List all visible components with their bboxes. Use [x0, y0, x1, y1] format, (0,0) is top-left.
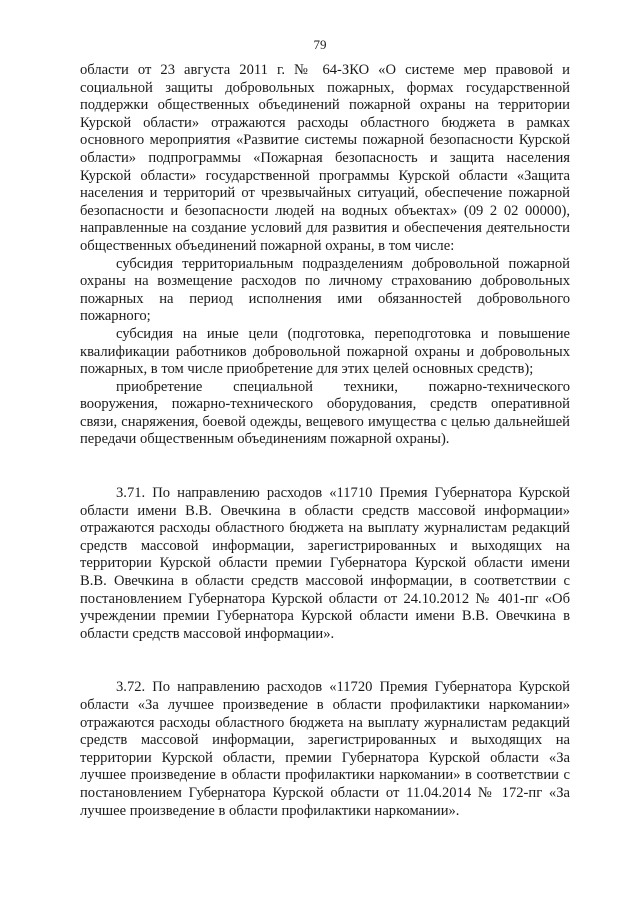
- paragraph-continuation: области от 23 августа 2011 г. № 64-ЗКО «О системе мер правовой и социальной защиты добровольных пожарных, формах государственной поддержки общественных объединений пожарной охраны на территории Курской области» отражаются расходы областного бюджета в рамках основного мероприятия «Развитие системы пожарной безопасности Курской области» подпрограммы «Пожарная безопасность и защита населения Курской области» государственной программы Курской области «Защита населения и территорий от чрезвычайных ситуаций, обеспечение пожарной безопасности и безопасности людей на водных объектах» (09 2 02 00000), направленные на создание условий для развития и обеспечения деятельности общественных объединений пожарной охраны, в том числе:: [80, 62, 570, 254]
- paragraph-equipment: приобретение специальной техники, пожарно-технического вооружения, пожарно-технического оборудования, средств оперативной связи, снаряжения, боевой одежды, вещевого имущества с целью дальнейшей передачи общественным объединениям пожарной охраны).: [80, 378, 570, 448]
- document-body: [80, 62, 570, 820]
- section-gap: [80, 643, 570, 679]
- paragraph-subsidy-insurance: субсидия территориальным подразделениям добровольной пожарной охраны на возмещение расходов по личному страхованию добровольных пожарных на период исполнения ими обязанностей добровольного пожарного;: [80, 255, 570, 325]
- paragraph-subsidy-other: субсидия на иные цели (подготовка, переподготовка и повышение квалификации работников добровольной пожарной охраны и добровольных пожарных, в том числе приобретение для этих целей основных средств);: [80, 325, 570, 378]
- paragraph-section-3-71: 3.71. По направлению расходов «11710 Премия Губернатора Курской области имени В.В. Овечкина в области средств массовой информации» отражаются расходы областного бюджета на выплату журналистам редакций средств массовой информации, зарегистрированных и выходящих на территории Курской области премии Губернатора Курской области имени В.В. Овечкина в области средств массовой информации, в соответствии с постановлением Губернатора Курской области от 24.10.2012 № 401-пг «Об учреждении премии Губернатора Курской области имени В.В. Овечкина в области средств массовой информации».: [80, 485, 570, 642]
- page-number: 79: [313, 37, 327, 52]
- paragraph-section-3-72: 3.72. По направлению расходов «11720 Премия Губернатора Курской области «За лучшее произведение в области профилактики наркомании» отражаются расходы областного бюджета на выплату журналистам редакций средств массовой информации, зарегистрированных и выходящих на территории Курской области, премии Губернатора Курской области «За лучшее произведение в области профилактики наркомании» в соответствии с постановлением Губернатора Курской области от 11.04.2014 № 172-пг «За лучшее произведение в области профилактики наркомании».: [80, 679, 570, 819]
- section-gap: [80, 449, 570, 485]
